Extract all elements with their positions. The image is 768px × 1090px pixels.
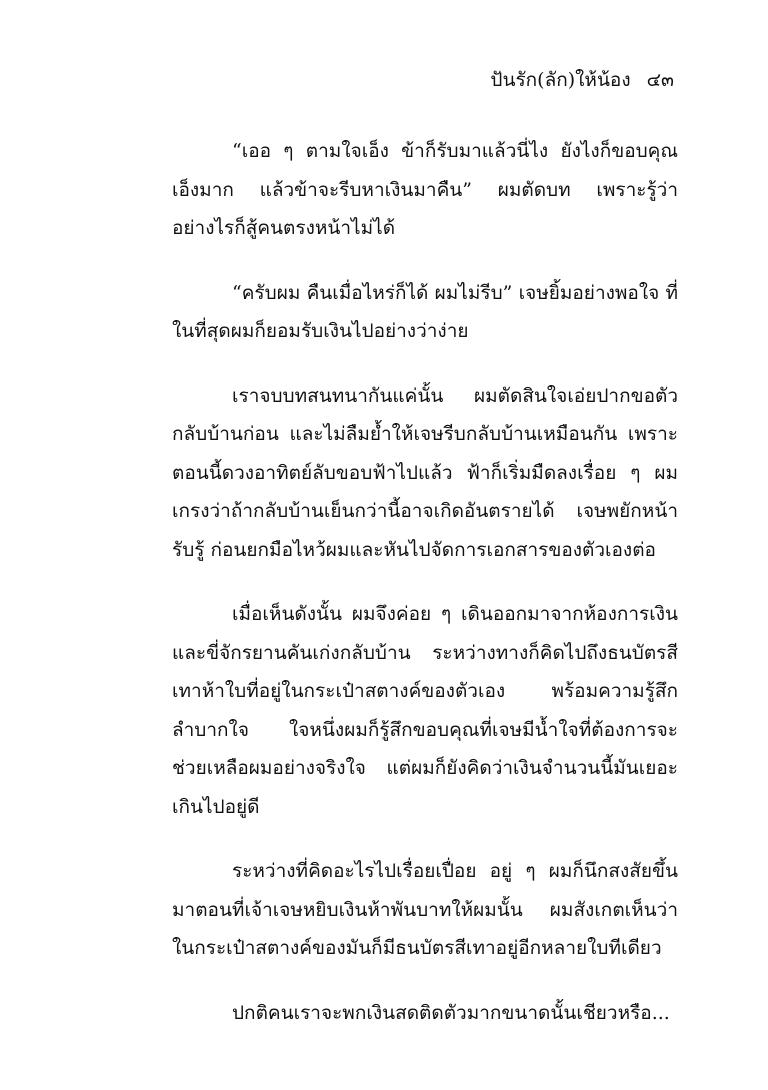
paragraph-5: ระหว่างที่คิดอะไรไปเรื่อยเปื่อย อยู่ ๆ ผมก็นึกสงสัยขึ้นมาตอนที่เจ้าเจษหยิบเงินห้าพันบาทให้ผมนั้น ผมสังเกตเห็นว่าในกระเป๋าสตางค์ของมันก็มีธนบัตรสีเทาอยู่อีกหลายใบทีเดียว	[172, 860, 678, 959]
paragraph-1: “เออ ๆ ตามใจเอ็ง ข้าก็รับมาแล้วนี่ไง ยังไงก็ขอบคุณเอ็งมาก แล้วข้าจะรีบหาเงินมาคืน” ผมตัดบท เพราะรู้ว่าอย่างไรก็สู้คนตรงหน้าไม่ได้	[172, 140, 678, 239]
paragraph-3: เราจบบทสนทนากันแค่นั้น ผมตัดสินใจเอ่ยปากขอตัวกลับบ้านก่อน และไม่ลืมย้ำให้เจษรีบกลับบ้านเหมือนกัน เพราะตอนนี้ดวงอาทิตย์ลับขอบฟ้าไปแล้ว ฟ้าก็เริ่มมืดลงเรื่อย ๆ ผมเกรงว่าถ้ากลับบ้านเย็นกว่านี้อาจเกิดอันตรายได้ เจษพยักหน้ารับรู้ ก่อนยกมือไหว้ผมและหันไปจัดการเอกสารของตัวเองต่อ	[172, 384, 678, 561]
paragraph-4: เมื่อเห็นดังนั้น ผมจึงค่อย ๆ เดินออกมาจากห้องการเงิน และขี่จักรยานคันเก่งกลับบ้าน ระหว่างทางก็คิดไปถึงธนบัตรสีเทาห้าใบที่อยู่ในกระเป๋าสตางค์ของตัวเอง พร้อมความรู้สึกลำบากใจ ใจหนึ่งผมก็รู้สึกขอบคุณที่เจษมีน้ำใจที่ต้องการจะช่วยเหลือผมอย่างจริงใจ แต่ผมก็ยังคิดว่าเงินจำนวนนี้มันเยอะเกินไปอยู่ดี	[172, 603, 678, 818]
book-title: ปันรัก(ลัก)ให้น้อง	[490, 69, 631, 91]
page-number: ๔๓	[646, 69, 674, 91]
body-text	[172, 132, 678, 1032]
paragraph-6: ปกติคนเราจะพกเงินสดติดตัวมากขนาดนั้นเชียวหรือ...	[232, 1001, 670, 1024]
paragraph-2: “ครับผม คืนเมื่อไหร่ก็ได้ ผมไม่รีบ” เจษยิ้มอย่างพอใจ ที่ในที่สุดผมก็ยอมรับเงินไปอย่างว่าง่าย	[172, 281, 678, 342]
running-header	[490, 66, 674, 94]
